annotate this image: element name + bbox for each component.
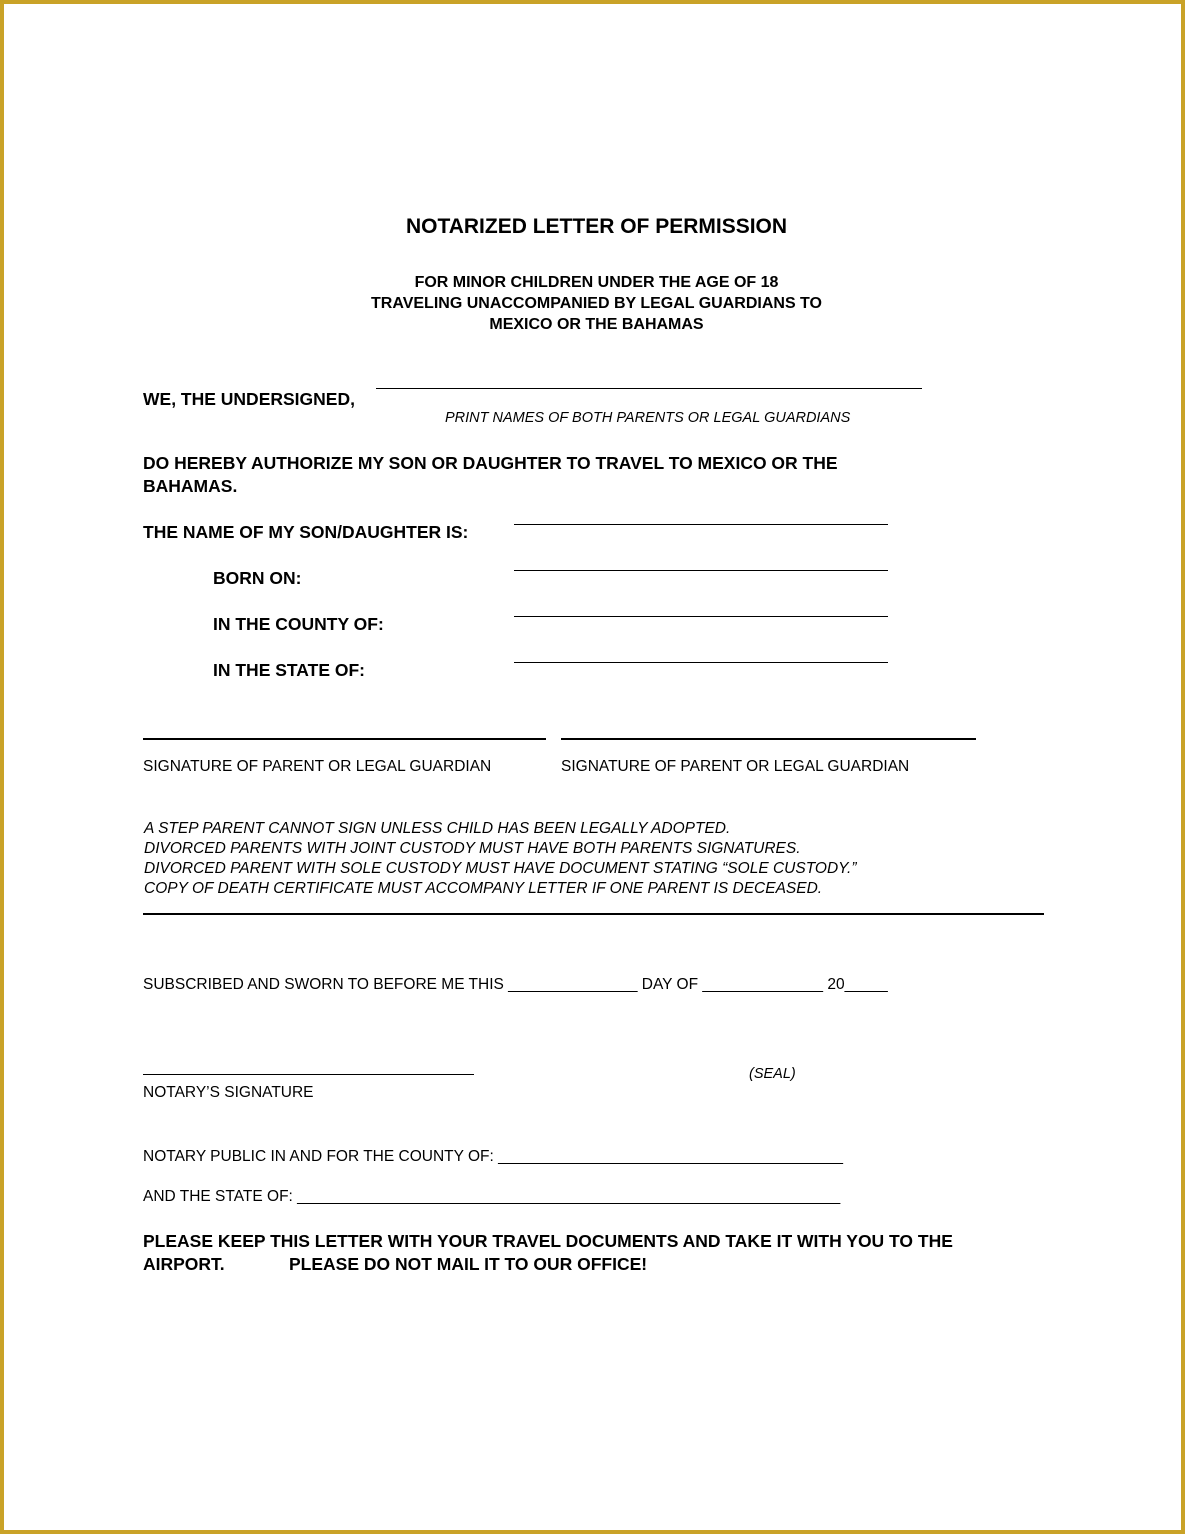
subtitle-line-3: MEXICO OR THE BAHAMAS bbox=[489, 316, 704, 333]
note-line-1: A STEP PARENT CANNOT SIGN UNLESS CHILD HAS BEEN LEGALLY ADOPTED. bbox=[144, 820, 731, 837]
parent-signature-field-2[interactable] bbox=[561, 738, 976, 740]
undersigned-caption: PRINT NAMES OF BOTH PARENTS OR LEGAL GUARDIANS bbox=[445, 410, 851, 426]
final-instruction-airport: AIRPORT. bbox=[143, 1254, 225, 1274]
state-label: IN THE STATE OF: bbox=[213, 660, 365, 680]
notary-state-line: AND THE STATE OF: _______________________________________________________________ bbox=[143, 1188, 841, 1205]
notary-signature-field[interactable] bbox=[143, 1074, 474, 1075]
parents-names-field[interactable] bbox=[376, 388, 922, 389]
authorize-line-1: DO HEREBY AUTHORIZE MY SON OR DAUGHTER TO TRAVEL TO MEXICO OR THE bbox=[143, 453, 838, 473]
subtitle-line-2: TRAVELING UNACCOMPANIED BY LEGAL GUARDIANS TO bbox=[371, 295, 822, 312]
signature-caption-1: SIGNATURE OF PARENT OR LEGAL GUARDIAN bbox=[143, 758, 492, 775]
final-instruction-line-1: PLEASE KEEP THIS LETTER WITH YOUR TRAVEL DOCUMENTS AND TAKE IT WITH YOU TO THE bbox=[143, 1231, 953, 1251]
notary-county-line: NOTARY PUBLIC IN AND FOR THE COUNTY OF: ________________________________________ bbox=[143, 1148, 843, 1165]
child-name-field[interactable] bbox=[514, 524, 888, 525]
seal-label: (SEAL) bbox=[749, 1066, 796, 1082]
note-line-2: DIVORCED PARENTS WITH JOINT CUSTODY MUST HAVE BOTH PARENTS SIGNATURES. bbox=[144, 840, 801, 857]
county-field[interactable] bbox=[514, 616, 888, 617]
subtitle-line-1: FOR MINOR CHILDREN UNDER THE AGE OF 18 bbox=[414, 274, 779, 291]
sworn-line: SUBSCRIBED AND SWORN TO BEFORE ME THIS _______________ DAY OF ______________ 20_____ bbox=[143, 976, 888, 993]
note-line-4: COPY OF DEATH CERTIFICATE MUST ACCOMPANY LETTER IF ONE PARENT IS DECEASED. bbox=[144, 880, 823, 897]
document-title: NOTARIZED LETTER OF PERMISSION bbox=[405, 215, 788, 238]
authorize-line-2: BAHAMAS. bbox=[143, 476, 238, 496]
parent-signature-field-1[interactable] bbox=[143, 738, 546, 740]
signature-caption-2: SIGNATURE OF PARENT OR LEGAL GUARDIAN bbox=[561, 758, 910, 775]
born-on-field[interactable] bbox=[514, 570, 888, 571]
state-field[interactable] bbox=[514, 662, 888, 663]
undersigned-label: WE, THE UNDERSIGNED, bbox=[143, 389, 355, 409]
child-name-label: THE NAME OF MY SON/DAUGHTER IS: bbox=[143, 522, 469, 542]
born-on-label: BORN ON: bbox=[213, 568, 302, 588]
note-line-3: DIVORCED PARENT WITH SOLE CUSTODY MUST HAVE DOCUMENT STATING “SOLE CUSTODY.” bbox=[144, 860, 857, 877]
notary-signature-label: NOTARY’S SIGNATURE bbox=[143, 1084, 314, 1101]
section-divider bbox=[143, 913, 1044, 915]
county-label: IN THE COUNTY OF: bbox=[213, 614, 384, 634]
final-instruction-do-not-mail: PLEASE DO NOT MAIL IT TO OUR OFFICE! bbox=[289, 1254, 648, 1274]
